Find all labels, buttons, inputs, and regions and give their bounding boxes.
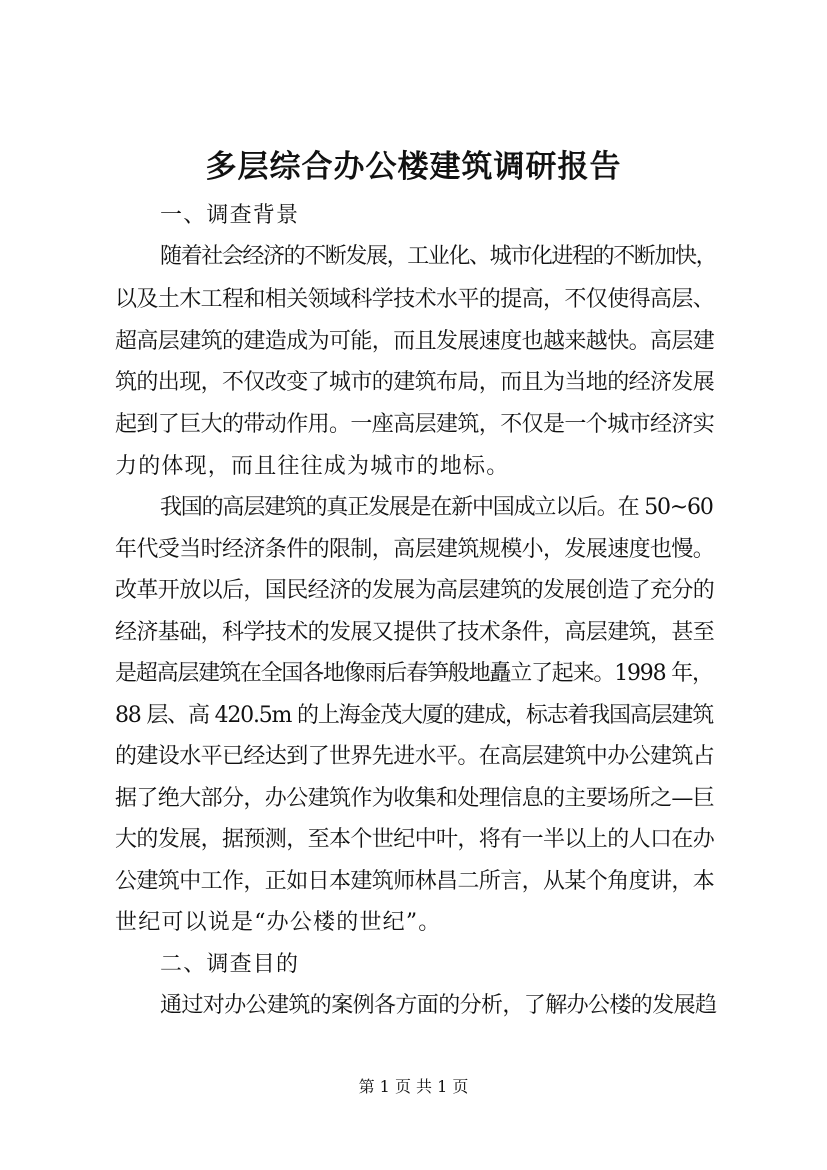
paragraph-line: 起到了巨大的带动作用。一座高层建筑，不仅是一个城市经济实 xyxy=(115,412,715,437)
paragraph-line: 我国的高层建筑的真正发展是在新中国成立以后。在 50~60 xyxy=(160,495,713,520)
paragraph-line: 筑的出现，不仅改变了城市的建筑布局，而且为当地的经济发展 xyxy=(115,370,715,395)
paragraph-line: 公建筑中工作，正如日本建筑师林昌二所言，从某个角度讲，本 xyxy=(115,869,715,894)
paragraph-line: 经济基础，科学技术的发展又提供了技术条件，高层建筑，甚至 xyxy=(115,620,715,645)
paragraph-line: 是超高层建筑在全国各地像雨后春笋般地矗立了起来。1998 年， xyxy=(115,661,713,686)
page-number: 第 1 页 共 1 页 xyxy=(358,1077,469,1096)
paragraph-line: 超高层建筑的建造成为可能，而且发展速度也越来越快。高层建 xyxy=(115,329,715,354)
paragraph-line: 据了绝大部分，办公建筑作为收集和处理信息的主要场所之—巨 xyxy=(115,786,715,811)
paragraph-line: 88 层、高 420.5m 的上海金茂大厦的建成，标志着我国高层建筑 xyxy=(115,703,714,728)
paragraph-line: 世纪可以说是“办公楼的世纪”。 xyxy=(115,910,442,935)
paragraph-line: 通过对办公建筑的案例各方面的分析，了解办公楼的发展趋 xyxy=(160,993,717,1018)
paragraph-line: 改革开放以后，国民经济的发展为高层建筑的发展创造了充分的 xyxy=(115,578,715,603)
paragraph-line: 年代受当时经济条件的限制，高层建筑规模小，发展速度也慢。 xyxy=(115,537,715,562)
paragraph-line: 的建设水平已经达到了世界先进水平。在高层建筑中办公建筑占 xyxy=(115,744,715,769)
section-heading-purpose: 二、调查目的 xyxy=(160,952,300,977)
paragraph-line: 以及土木工程和相关领域科学技术水平的提高，不仅使得高层、 xyxy=(115,287,715,312)
paragraph-line: 随着社会经济的不断发展，工业化、城市化进程的不断加快， xyxy=(160,244,717,269)
paragraph-line: 力的体现，而且往往成为城市的地标。 xyxy=(115,454,510,479)
paragraph-line: 大的发展，据预测，至本个世纪中叶，将有一半以上的人口在办 xyxy=(115,827,715,852)
document-title: 多层综合办公楼建筑调研报告 xyxy=(205,149,622,185)
section-heading-background: 一、调查背景 xyxy=(160,203,300,228)
